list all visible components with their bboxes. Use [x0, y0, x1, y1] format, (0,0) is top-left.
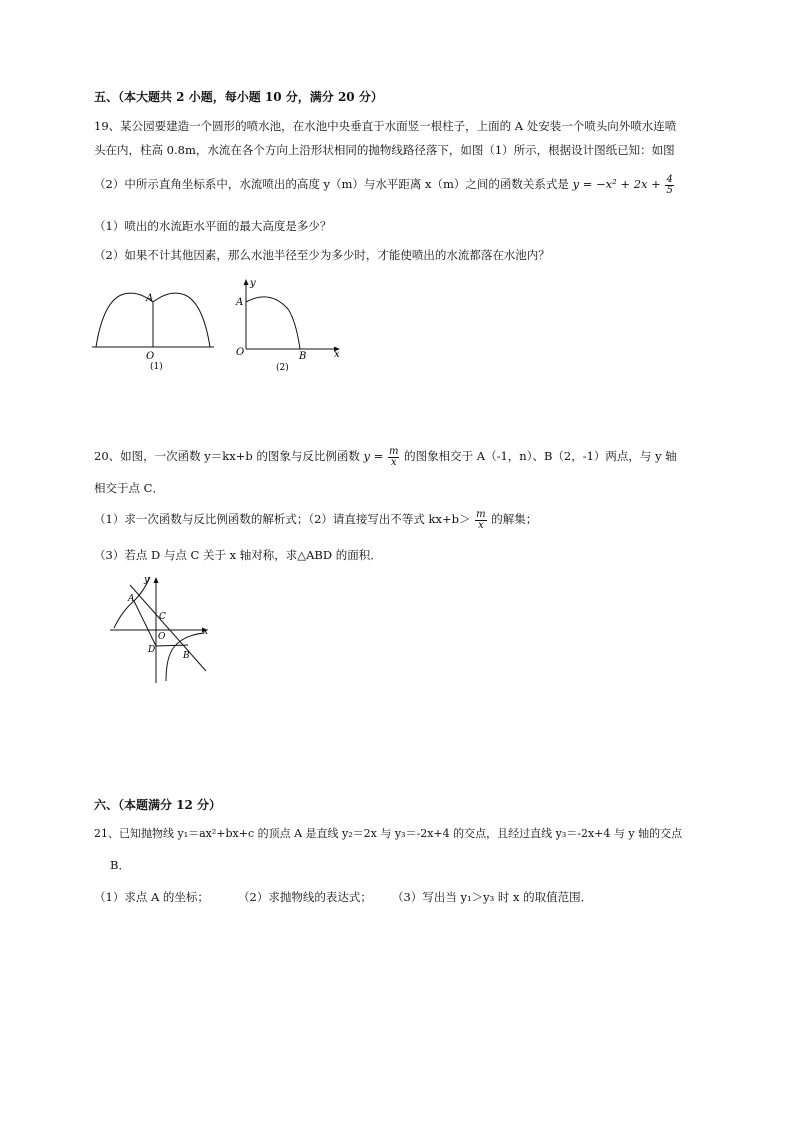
fig1-label-a: A	[146, 293, 154, 304]
q19-fraction-denominator: 5	[666, 184, 673, 196]
q20-inverse-fraction	[388, 447, 399, 468]
q20-ineq-numerator: m	[476, 508, 486, 520]
y-axis-arrow	[244, 279, 249, 285]
fig-q20-label-b: B	[183, 651, 190, 661]
q20-line-1	[94, 445, 677, 468]
q21-sub-question-1: （1）求点 A 的坐标；	[94, 890, 209, 904]
q19-line-3	[94, 174, 675, 196]
q19-sub-question-1: （1）喷出的水流距水平面的最大高度是多少？	[94, 219, 332, 233]
q20-inverse-y: y =	[363, 449, 384, 463]
y-axis-arrow	[154, 577, 159, 583]
q19-figure-2	[228, 275, 348, 375]
fig2-caption: (2)	[276, 363, 289, 373]
fig2-label-o: O	[236, 347, 245, 358]
segment-ad	[134, 601, 156, 646]
q19-sub-question-2: （2）如果不计其他因素，那么水池半径至少为多少时，才能使喷出的水流都落在水池内？	[94, 248, 550, 262]
section-6-title: 六、（本题满分 12 分）	[94, 798, 222, 812]
q20-ineq-denominator: x	[478, 519, 484, 531]
section-5-title: 五、（本大题共 2 小题，每小题 10 分，满分 20 分）	[94, 90, 383, 104]
fig-q20-label-y: y	[144, 575, 150, 585]
q20-sub-question-1-2	[94, 508, 537, 531]
q20-line-1-post: 的图象相交于 A（-1，n）、B（2，-1）两点，与 y 轴	[404, 449, 677, 463]
q20-line-2: 相交于点 C．	[94, 481, 164, 495]
fig-q20-label-o: O	[158, 632, 166, 642]
left-water-arc	[96, 293, 153, 347]
q21-sub-question-2: （2）求抛物线的表达式；	[238, 890, 372, 904]
q19-formula: y = −x² + 2x +	[572, 177, 661, 191]
linear-function-line	[130, 585, 209, 671]
fig-q20-label-c: C	[159, 612, 166, 622]
q20-inequality-fraction	[475, 510, 486, 531]
fig1-label-o: O	[146, 351, 155, 362]
q20-fraction-numerator: m	[389, 445, 399, 457]
q20-fraction-denominator: x	[390, 456, 397, 468]
q21-sub-question-3: （3）写出当 y₁＞y₃ 时 x 的取值范围．	[392, 890, 593, 904]
fig-q20-label-x: x	[203, 627, 209, 637]
fig-q20-label-a: A	[128, 594, 135, 604]
q20-sub-1-post: 的解集；	[491, 512, 538, 526]
q19-line-3-text: （2）中所示直角坐标系中，水流喷出的高度 y（m）与水平距离 x（m）之间的函数关系式是	[94, 177, 569, 191]
parabola-curve	[246, 297, 300, 349]
q20-sub-question-3: （3）若点 D 与点 C 关于 x 轴对称，求△ABD 的面积．	[94, 548, 382, 562]
fig2-label-a: A	[236, 297, 244, 308]
fig1-caption: (1)	[150, 362, 163, 372]
fig-q20-label-d: D	[148, 645, 156, 655]
fig2-label-y: y	[250, 278, 256, 289]
fig2-label-x: x	[334, 349, 340, 360]
q20-figure	[108, 573, 218, 685]
q19-line-2: 头在内，柱高 0.8m，水流在各个方向上沿形状相同的抛物线路径落下，如图（1）所示，根据设计图纸已知：如图	[94, 143, 675, 157]
q20-line-1-text: 20、如图，一次函数 y＝kx+b 的图象与反比例函数	[94, 449, 360, 463]
q19-figure-1	[90, 285, 220, 375]
fig2-label-b: B	[299, 351, 307, 362]
q19-formula-fraction	[665, 175, 673, 196]
q20-sub-1-text: （1）求一次函数与反比例函数的解析式；（2）请直接写出不等式 kx+b＞	[94, 512, 471, 526]
q19-line-1: 19、某公园要建造一个圆形的喷水池，在水池中央垂直于水面竖一根柱子，上面的 A 处安装一个喷头向外喷水连喷	[94, 119, 677, 133]
q19-fraction-numerator: 4	[666, 173, 673, 185]
right-water-arc	[153, 293, 210, 347]
q21-line-2: B．	[110, 858, 130, 872]
q21-line-1: 21、已知抛物线 y₁＝ax²+bx+c 的顶点 A 是直线 y₂＝2x 与 y₃＝-2x+4 的交点，且经过直线 y₃＝-2x+4 与 y 轴的交点	[94, 827, 683, 840]
